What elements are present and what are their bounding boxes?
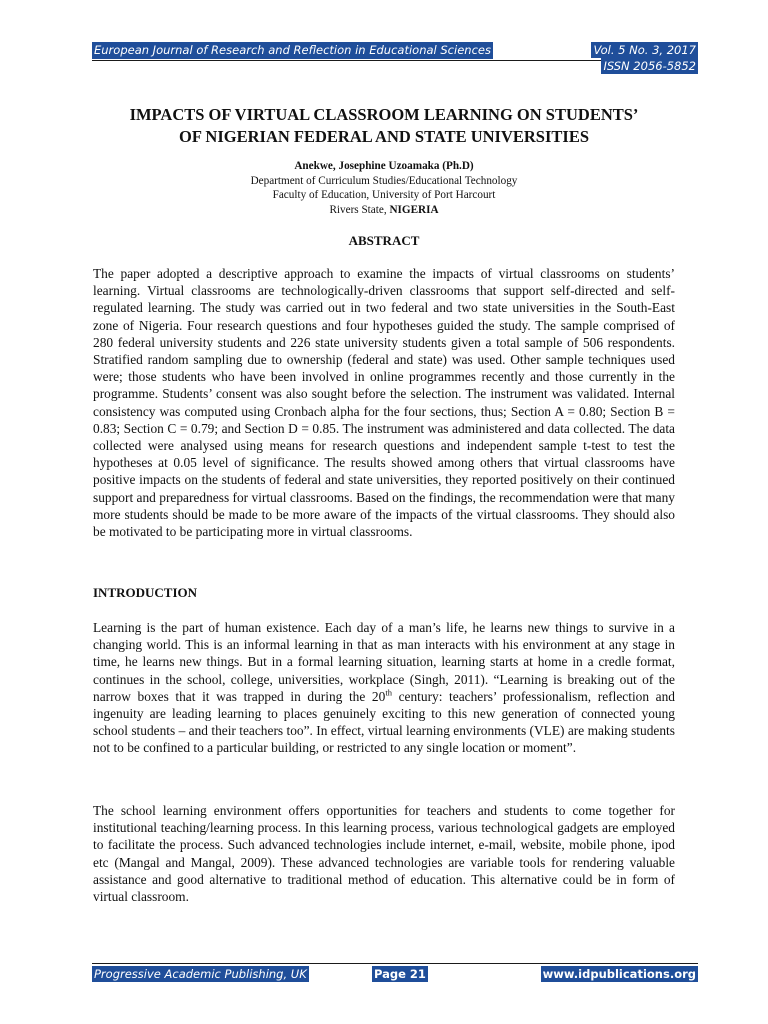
intro-p1-part-a: Learning is the part of human existence. Each day of a man’s life, he learns new things to survive in a changing world. This is an informal learning in that as man interacts with his environment at any stage in time, he learns new things. But in a formal learning situation, learning starts at home in a credle format, continues in the school, college, universities, workplace (Singh, 2011). “Learning is breaking out of the narrow boxes that it was trapped in during the 20 [93, 620, 675, 704]
introduction-heading: INTRODUCTION [93, 585, 198, 600]
superscript-th: th [385, 687, 392, 698]
abstract-heading: ABSTRACT [348, 233, 420, 248]
abstract-text: The paper adopted a descriptive approach to examine the impacts of virtual classrooms on students’ learning. Virtual classrooms are technologically-driven classrooms that support self-directed and self-regulated learning. The study was carried out in two federal and two state universities in the South-East zone of Nigeria. Four research questions and four hypotheses guided the study. The sample comprised of 280 federal university students and 226 state university students given a total sample of 506 respondents. Stratified random sampling due to ownership (federal and state) was used. Other sample techniques used were; those students who have been involved in online programmes recently and those currently in the programme. Students’ consent was also sought before the selection. The instrument was validated. Internal consistency was computed using Cronbach alpha for the four sections, thus; Section A = 0.80; Section B = 0.83; Section C = 0.79; and Section D = 0.85. The instrument was administered and data collected. The data collected were analysed using means for research questions and independent sample t-test to test the hypotheses at 0.05 level of significance. The results showed among others that virtual classrooms have positive impacts on the students of federal and state universities, they reported positively on their continued support and preparedness for virtual classrooms. Based on the findings, the recommendation were that many more students should be made to be more aware of the impacts of the virtual classrooms. They should also be motivated to be participating more in virtual classrooms. [93, 266, 675, 540]
author-name: Anekwe, Josephine Uzoamaka (Ph.D) [294, 160, 474, 172]
author-state: Rivers State, [329, 203, 390, 216]
author-country: NIGERIA [389, 203, 439, 216]
author-faculty: Faculty of Education, University of Port Harcourt [272, 189, 496, 201]
title-line-1: IMPACTS OF VIRTUAL CLASSROOM LEARNING ON STUDENTS’ [129, 105, 639, 124]
header-volume-block [591, 42, 698, 74]
volume-info: Vol. 5 No. 3, 2017 [593, 43, 696, 57]
page-number: Page 21 [374, 967, 426, 981]
paper-title [60, 104, 708, 148]
publisher-url-link[interactable]: www.idpublications.org [542, 967, 696, 981]
introduction-paragraph-1 [93, 619, 675, 757]
introduction-paragraph-2: The school learning environment offers opportunities for teachers and students to come together for institutional teaching/learning process. In this learning process, various technological gadgets are employed to facilitate the process. Such advanced technologies include internet, e-mail, website, mobile phone, ipod etc (Mangal and Mangal, 2009). These advanced technologies are variable tools for rendering valuable assistance and good alternative to traditional method of education. This alternative could be in form of virtual classroom. [93, 803, 675, 905]
issn-info: ISSN 2056-5852 [603, 59, 696, 73]
journal-name: European Journal of Research and Reflection in Educational Sciences [94, 43, 491, 57]
intro-p1-part-b: century: teachers’ professionalism, reflection and ingenuity are leading learning to places genuinely exciting to this new generation of connected young school students – and their teachers too”. In effect, virtual learning environments (VLE) are making students not to be confined to a particular building, or restricted to any single location or moment”. [93, 688, 676, 756]
author-department: Department of Curriculum Studies/Educational Technology [250, 174, 518, 187]
page-footer [92, 963, 698, 981]
author-block [60, 159, 708, 217]
footer-publisher: Progressive Academic Publishing, UK [94, 967, 307, 981]
title-line-2: OF NIGERIAN FEDERAL AND STATE UNIVERSITIES [179, 127, 589, 146]
page-header [92, 42, 698, 73]
author-location [60, 203, 708, 218]
